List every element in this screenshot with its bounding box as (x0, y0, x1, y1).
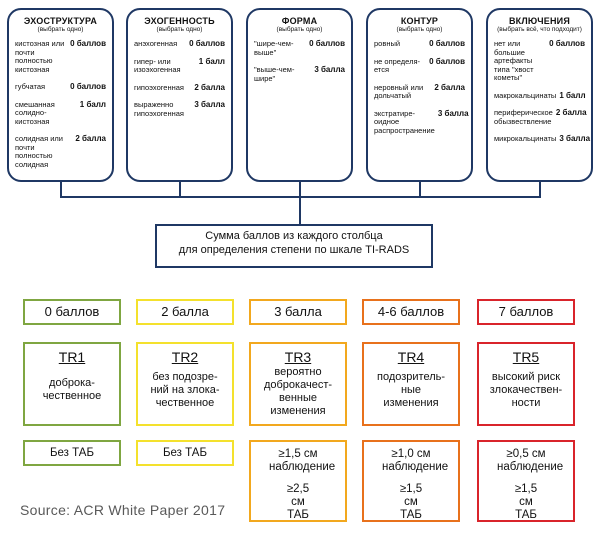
score-box-tr2: 2 балла (136, 299, 234, 325)
option-row (254, 66, 345, 83)
option-row (374, 84, 465, 101)
option-label: анэхогенная (134, 39, 178, 48)
option-row (494, 40, 585, 83)
tr-box-tr2 (136, 342, 234, 426)
tr-label: TR4 (397, 349, 425, 365)
card-subtitle: (выбрать всё, что подходит) (497, 26, 582, 33)
tr-box-tr3 (249, 342, 347, 426)
card-title: ЭХОГЕННОСТЬ (144, 16, 215, 26)
connector-line-col5 (539, 182, 541, 198)
summary-line-1: Сумма баллов из каждого столбца (205, 230, 383, 242)
option-row (134, 101, 225, 118)
option-label: смешанная солидно-кистозная (15, 99, 55, 126)
card-title: ЭХОСТРУКТУРА (23, 16, 98, 26)
card-inclusions (486, 8, 593, 182)
option-points: 0 баллов (549, 39, 585, 48)
tr-box-tr4 (362, 342, 460, 426)
score-box-tr5: 7 баллов (477, 299, 575, 325)
option-label: ровный (374, 39, 401, 48)
action-followup: ≥1,5 см наблюдение (269, 448, 336, 473)
option-points: 3 балла (194, 100, 225, 109)
connector-line-col3 (299, 182, 301, 224)
option-points: 0 баллов (189, 39, 225, 48)
action-box-tr1 (23, 440, 121, 466)
tr-description: вероятно доброкачест-венные изменения (263, 366, 333, 417)
option-points: 3 балла (314, 65, 345, 74)
option-row (15, 135, 106, 169)
option-points: 1 балл (559, 90, 586, 100)
card-subtitle: (выбрать одно) (276, 26, 323, 33)
card-echogenicity (126, 8, 233, 182)
action-box-tr5 (477, 440, 575, 522)
option-label: гипер- или изоэхогенная (134, 56, 181, 74)
score-box-tr4: 4-6 баллов (362, 299, 460, 325)
option-points: 0 баллов (429, 39, 465, 48)
option-points: 2 балла (555, 108, 587, 117)
option-points: 2 балла (75, 134, 106, 143)
summary-box (155, 224, 433, 268)
action-fna: ≥2,5 см ТАБ (286, 483, 310, 521)
option-points: 0 баллов (70, 39, 106, 48)
option-label: гипоэхогенная (134, 82, 184, 92)
action-box-tr3 (249, 440, 347, 522)
option-points: 1 балл (79, 99, 106, 109)
option-points: 2 балла (434, 82, 465, 92)
card-echostructure (7, 8, 114, 182)
card-title: ВКЛЮЧЕНИЯ (508, 16, 571, 26)
card-shape (246, 8, 353, 182)
tr-description: подозритель-ные изменения (376, 371, 446, 409)
option-points: 1 балл (198, 56, 225, 66)
action-box-tr2 (136, 440, 234, 466)
option-row (15, 83, 106, 92)
option-points: 0 баллов (70, 82, 106, 91)
option-row (134, 58, 225, 75)
option-row (494, 92, 585, 101)
card-title: КОНТУР (400, 16, 439, 26)
option-label: экстратире-оидное распространение (374, 108, 435, 135)
card-subtitle: (выбрать одно) (156, 26, 203, 33)
option-points: 0 баллов (309, 39, 345, 48)
option-row (134, 40, 225, 49)
option-label: выраженно гипоэхогенная (134, 100, 184, 118)
option-label: не определя-ется (374, 56, 421, 74)
card-title: ФОРМА (281, 16, 318, 26)
option-row (494, 109, 585, 126)
action-box-tr4 (362, 440, 460, 522)
tr-label: TR1 (58, 349, 86, 365)
option-row (15, 101, 106, 127)
action-text: Без ТАБ (49, 447, 95, 459)
option-label: "выше-чем-шире" (254, 65, 295, 83)
action-fna: ≥1,5 см ТАБ (399, 483, 423, 521)
option-label: "шире-чем-выше" (254, 39, 294, 57)
action-followup: ≥0,5 см наблюдение (497, 448, 564, 473)
summary-line-2: для определения степени по шкале TI-RADS (178, 244, 410, 256)
score-box-tr1: 0 баллов (23, 299, 121, 325)
option-label: нет или большие артефакты типа "хвост кометы" (494, 39, 534, 82)
connector-line-col2 (179, 182, 181, 198)
tr-description: высокий риск злокачествен-ности (489, 371, 563, 409)
option-points: 3 балла (437, 108, 469, 118)
card-subtitle: (выбрать одно) (37, 26, 84, 33)
option-label: неровный или дольчатый (374, 82, 424, 100)
tr-box-tr1 (23, 342, 121, 426)
option-points: 0 баллов (429, 56, 465, 66)
option-row (374, 108, 469, 136)
tr-description: доброка-чественное (42, 377, 102, 402)
option-row (134, 84, 225, 93)
tr-description: без подозре-ний на злока-чественное (150, 371, 220, 409)
option-label: солидная или почти полностью солидная (15, 134, 63, 169)
option-row (374, 58, 465, 75)
tr-label: TR3 (284, 349, 312, 365)
option-row (374, 40, 465, 49)
tr-label: TR2 (171, 349, 199, 365)
option-row (254, 40, 345, 57)
option-points: 2 балла (194, 82, 225, 92)
option-label: макрокальцинаты (494, 90, 557, 100)
option-label: микрокальцинаты (494, 134, 557, 143)
tr-label: TR5 (512, 349, 540, 365)
tr-box-tr5 (477, 342, 575, 426)
option-label: кистозная или почти полностью кистозная (15, 39, 65, 74)
action-fna: ≥1,5 см ТАБ (514, 483, 538, 521)
action-followup: ≥1,0 см наблюдение (382, 448, 449, 473)
action-text: Без ТАБ (162, 447, 208, 459)
option-label: губчатая (15, 82, 46, 91)
connector-line-col1 (60, 182, 62, 198)
card-margin (366, 8, 473, 182)
score-box-tr3: 3 балла (249, 299, 347, 325)
source-citation: Source: ACR White Paper 2017 (20, 502, 226, 518)
card-subtitle: (выбрать одно) (396, 26, 443, 33)
option-row (15, 40, 106, 74)
option-label: периферическое обызвествление (494, 108, 553, 126)
option-points: 3 балла (559, 134, 591, 143)
option-row (494, 134, 591, 144)
connector-line-col4 (419, 182, 421, 198)
